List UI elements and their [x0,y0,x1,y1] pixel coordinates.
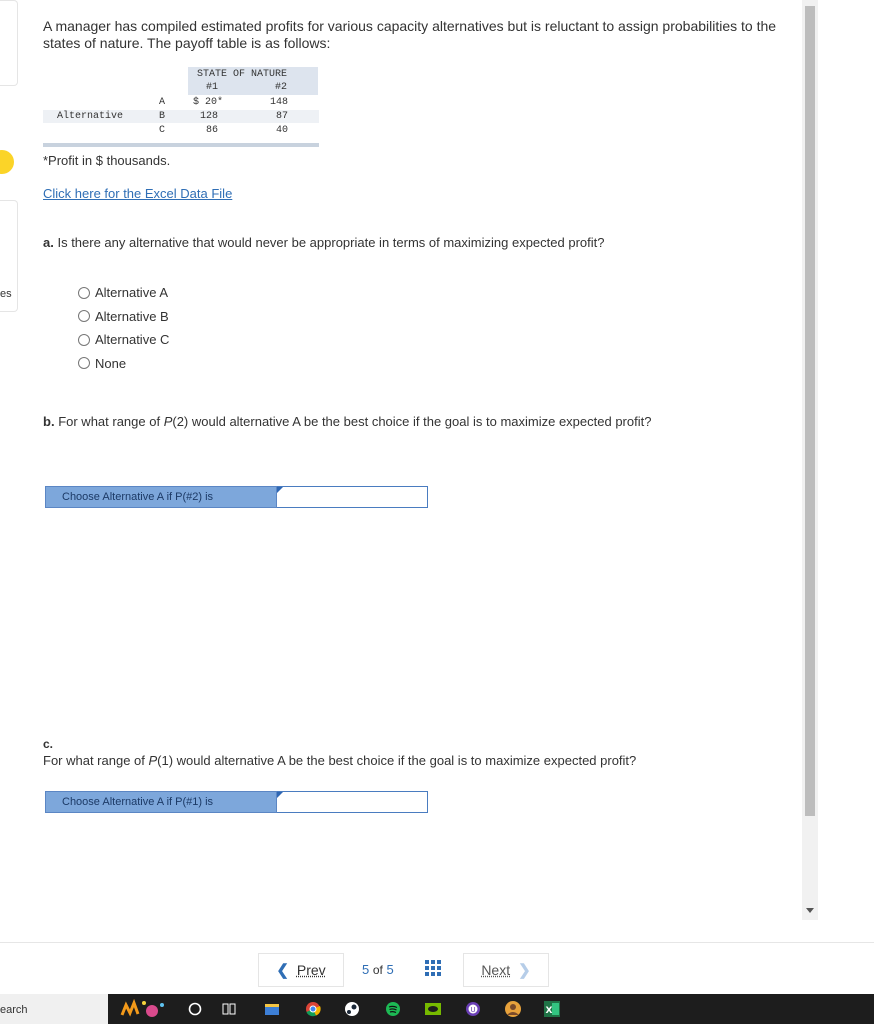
option-alternative-b[interactable] [78,305,169,329]
option-none[interactable] [78,352,169,376]
question-b-body-start: For what range of [58,414,164,429]
radio-button[interactable] [78,310,90,322]
next-label: Next [481,962,511,978]
spotify-icon[interactable] [384,1000,402,1018]
question-c-text [43,753,636,768]
chevron-right-icon: ❯ [518,962,531,979]
question-c-prefix: c. [43,737,54,751]
excel-icon[interactable] [543,1000,561,1018]
question-a-options [78,281,169,375]
option-label: None [95,355,127,371]
current-page: 5 [362,962,370,977]
row-c-state-2: 40 [276,125,289,136]
row-a-state-2: 148 [270,97,289,108]
question-a-body: Is there any alternative that would never be appropriate in terms of maximizing expected profit? [57,235,605,250]
total-pages: 5 [386,962,394,977]
task-view-icon[interactable] [220,1000,238,1018]
side-highlight-dot[interactable] [0,150,14,174]
nvidia-icon[interactable] [424,1000,442,1018]
cortana-circle-icon[interactable] [186,1000,204,1018]
radio-button[interactable] [78,287,90,299]
side-label-fragment: es [0,288,12,300]
row-b-label: B [159,111,166,122]
pagination-bar [0,942,874,994]
question-c-answer-row [45,791,428,813]
question-c-answer-label: Choose Alternative A if P(#1) is [45,791,277,813]
question-b-answer-label: Choose Alternative A if P(#2) is [45,486,277,508]
prev-label: Prev [296,962,326,978]
row-b-state-2: 87 [276,111,289,122]
problem-intro: A manager has compiled estimated profits for various capacity alternatives but is reluctant to assign probabilities to the states of nature. The payoff table is as follows: [43,18,777,51]
question-c-p-symbol: P [148,753,158,768]
fun-sticker-icon[interactable] [118,1000,168,1018]
radio-button[interactable] [78,357,90,369]
chrome-icon[interactable] [304,1000,322,1018]
state-of-nature-header: STATE OF NATURE [197,69,288,80]
file-explorer-icon[interactable] [263,1000,281,1018]
scrollbar-thumb[interactable] [805,6,815,816]
scroll-down-arrow-icon[interactable] [806,908,814,913]
row-c-label: C [159,125,166,136]
row-c-state-1: 86 [206,125,219,136]
payoff-table [43,67,319,147]
prev-button[interactable] [258,953,344,987]
chevron-left-icon: ❮ [276,962,289,979]
excel-data-link[interactable]: Click here for the Excel Data File [43,186,233,201]
state-2-header: #2 [275,82,288,93]
alternative-group-label: Alternative [57,111,124,122]
page-counter [362,962,394,977]
question-b-answer-input[interactable] [277,486,428,508]
input-corner-marker [277,487,283,493]
app-badge-icon[interactable] [464,1000,482,1018]
windows-taskbar [0,994,874,1024]
input-corner-marker [277,792,283,798]
option-alternative-a[interactable] [78,281,169,305]
row-b-state-1: 128 [200,111,219,122]
side-card-top [0,0,18,86]
option-label: Alternative A [95,285,168,301]
question-b-text [43,414,651,429]
payoff-table-bottom-rule [43,143,319,147]
left-side-panel [0,0,20,994]
question-b-answer-row [45,486,428,508]
vertical-scrollbar[interactable] [802,0,818,920]
question-c-body-end: (1) would alternative A be the best choice if the goal is to maximize expected profit? [157,753,637,768]
option-label: Alternative C [95,332,170,348]
chrome-profile-icon[interactable] [504,1000,522,1018]
option-alternative-c[interactable] [78,328,169,352]
next-button[interactable] [463,953,549,987]
question-a-prefix: a. [43,235,54,250]
question-b-p-symbol: P [163,414,173,429]
svg-text:U: U [470,1006,476,1014]
question-b-body-end: (2) would alternative A be the best choice if the goal is to maximize expected profit? [172,414,652,429]
radio-button[interactable] [78,334,90,346]
profit-footnote: *Profit in $ thousands. [43,153,171,168]
question-a-text [43,235,604,250]
row-a-state-1: $ 20* [193,97,224,108]
question-c-answer-input[interactable] [277,791,428,813]
row-a-label: A [159,97,166,108]
page-of-label: of [372,963,383,977]
steam-icon[interactable] [343,1000,361,1018]
question-grid-icon[interactable] [425,960,441,976]
svg-text:X: X [545,1006,553,1016]
question-b-prefix: b. [43,414,55,429]
search-placeholder: earch [0,1004,28,1016]
option-label: Alternative B [95,308,169,324]
state-1-header: #1 [206,82,219,93]
question-c-body-start: For what range of [43,753,149,768]
taskbar-search-box[interactable] [0,994,108,1024]
